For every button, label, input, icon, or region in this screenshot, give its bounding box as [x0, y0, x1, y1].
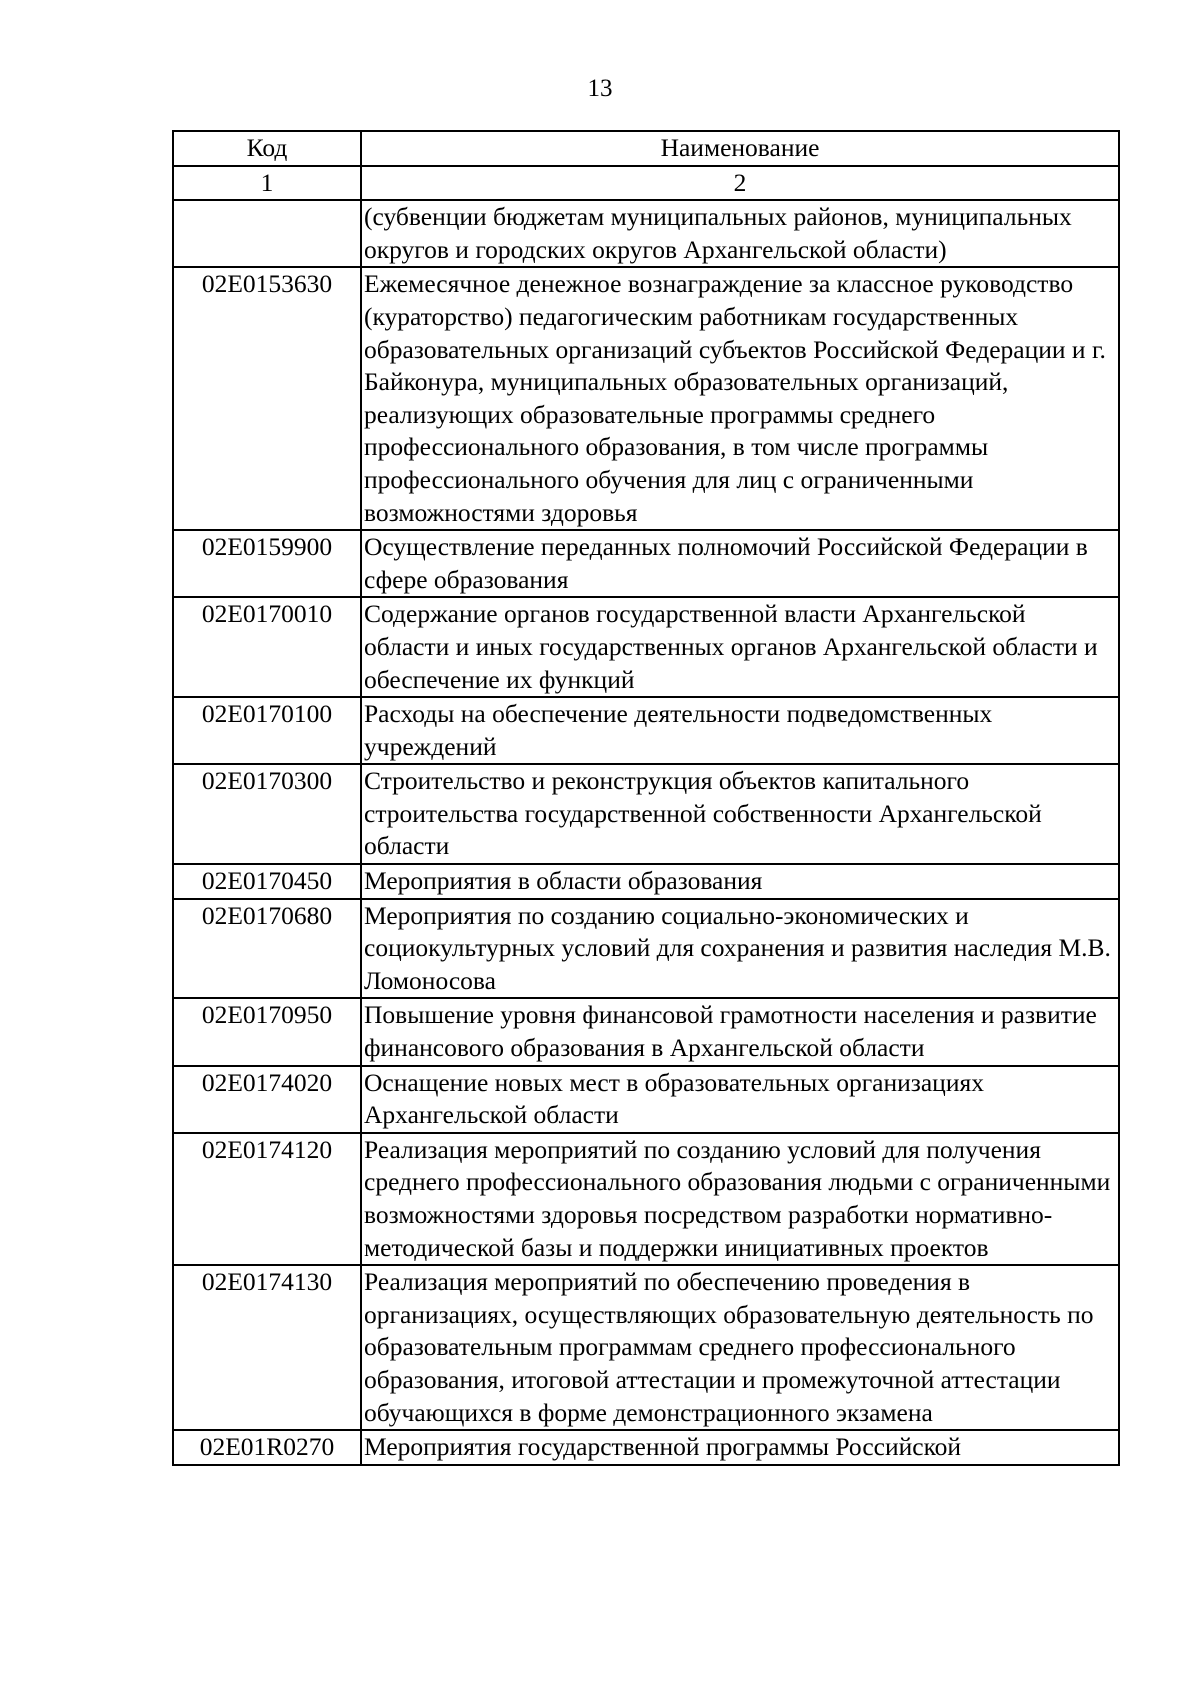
- table-row: [173, 1265, 1119, 1430]
- row-code: 02Е0174020: [173, 1066, 361, 1133]
- row-code: 02Е0174120: [173, 1133, 361, 1265]
- row-name: Мероприятия государственной программы Российской: [361, 1430, 1119, 1465]
- budget-code-table: [172, 130, 1120, 1466]
- table-header-row: [173, 131, 1119, 166]
- row-name: Расходы на обеспечение деятельности подведомственных учреждений: [361, 697, 1119, 764]
- row-code: 02Е0170300: [173, 764, 361, 864]
- table-row: [173, 1066, 1119, 1133]
- row-code: 02Е0170680: [173, 899, 361, 999]
- row-code: 02Е0174130: [173, 1265, 361, 1430]
- row-name: (субвенции бюджетам муниципальных районов, муниципальных округов и городских округов Архангельской области): [361, 200, 1119, 267]
- table-row: [173, 1133, 1119, 1265]
- column-number-1: 1: [173, 166, 361, 201]
- table-column-number-row: [173, 166, 1119, 201]
- row-name: Реализация мероприятий по созданию условий для получения среднего профессионального образования людьми с ограниченными возможностями здоровья посредством разработки нормативно-методической базы и поддержки инициативных проектов: [361, 1133, 1119, 1265]
- table-row: [173, 998, 1119, 1065]
- row-code: 02Е01R0270: [173, 1430, 361, 1465]
- row-name: Содержание органов государственной власти Архангельской области и иных государственных органов Архангельской области и обеспечение их функций: [361, 597, 1119, 697]
- row-name: Мероприятия по созданию социально-экономических и социокультурных условий для сохранения и развития наследия М.В. Ломоносова: [361, 899, 1119, 999]
- row-name: Ежемесячное денежное вознаграждение за классное руководство (кураторство) педагогическим работникам государственных образовательных организаций субъектов Российской Федерации и г. Байконура, муниципальных образовательных организаций, реализующих образовательные программы среднего профессионального образования, в том числе программы профессионального обучения для лиц с ограниченными возможностями здоровья: [361, 267, 1119, 530]
- row-code: 02Е0153630: [173, 267, 361, 530]
- table-row: [173, 899, 1119, 999]
- row-name: Строительство и реконструкция объектов капитального строительства государственной собственности Архангельской области: [361, 764, 1119, 864]
- table-row: [173, 697, 1119, 764]
- row-name: Осуществление переданных полномочий Российской Федерации в сфере образования: [361, 530, 1119, 597]
- row-code: 02Е0159900: [173, 530, 361, 597]
- row-code: 02Е0170100: [173, 697, 361, 764]
- row-code: [173, 200, 361, 267]
- page-number: 13: [587, 75, 613, 102]
- table-row: [173, 200, 1119, 267]
- column-number-2: 2: [361, 166, 1119, 201]
- row-code: 02Е0170950: [173, 998, 361, 1065]
- table-row: [173, 1430, 1119, 1465]
- table-row: [173, 764, 1119, 864]
- row-code: 02Е0170010: [173, 597, 361, 697]
- table-row: [173, 530, 1119, 597]
- table-row: [173, 597, 1119, 697]
- row-name: Реализация мероприятий по обеспечению проведения в организациях, осуществляющих образовательную деятельность по образовательным программам среднего профессионального образования, итоговой аттестации и промежуточной аттестации обучающихся в форме демонстрационного экзамена: [361, 1265, 1119, 1430]
- header-code: Код: [173, 131, 361, 166]
- row-code: 02Е0170450: [173, 864, 361, 899]
- row-name: Мероприятия в области образования: [361, 864, 1119, 899]
- header-name: Наименование: [361, 131, 1119, 166]
- table-row: [173, 267, 1119, 530]
- row-name: Повышение уровня финансовой грамотности населения и развитие финансового образования в Архангельской области: [361, 998, 1119, 1065]
- table-row: [173, 864, 1119, 899]
- row-name: Оснащение новых мест в образовательных организациях Архангельской области: [361, 1066, 1119, 1133]
